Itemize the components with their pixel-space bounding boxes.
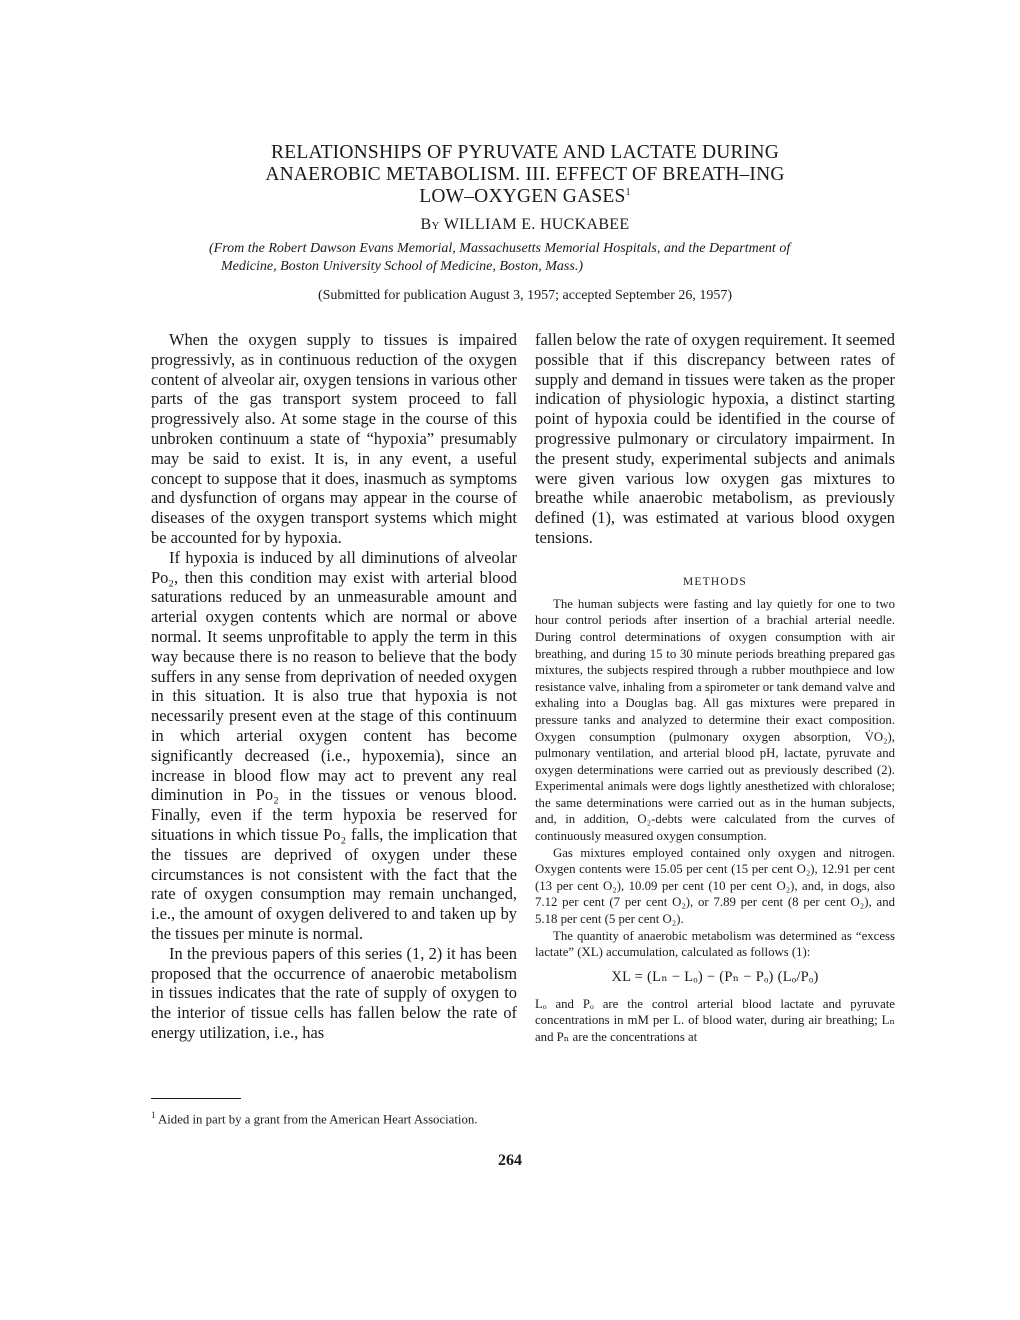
methods-paragraph: Gas mixtures employed contained only oxygen and nitrogen. Oxygen contents were 15.05 per cent (15 per cent O₂), 12.91 per cent (13 per cent O₂), 10.09 per cent (10 per cent O₂), and, in dogs, also 7.12 per cent (7 per cent O₂), or 7.89 per cent (8 per cent O₂), and 5.18 per cent (5 per cent O₂). (535, 845, 895, 927)
footnote (151, 1107, 517, 1128)
methods-paragraph: Lₒ and Pₒ are the control arterial blood lactate and pyruvate concentrations in mM per L. of blood water, during air breathing; Lₙ and Pₙ are the concentrations at (535, 996, 895, 1045)
title-block (150, 142, 900, 304)
methods-paragraph: The human subjects were fasting and lay quietly for one to two hour control periods after insertion of a brachial arterial needle. During control determinations of oxygen consumption with air breathing, and during 15 to 30 minute periods breathing prepared gas mixtures, the subjects respired through a rubber mouthpiece and low resistance valve, inhaling from a spirometer or tank demand valve and exhaling into a Douglas bag. All gas mixtures were prepared in pressure tanks and analyzed to determine their exact composition. Oxygen consumption (pulmonary oxygen absorption, V̇O₂), pulmonary ventilation, and arterial blood pH, lactate, pyruvate and oxygen determinations were carried out as previously described (2). Experimental animals were dogs lightly anesthetized with chloralose; the same determinations were carried out as in the human subjects, and, in addition, O₂-debts were calculated from the curves of continuously measured oxygen consumption. (535, 596, 895, 844)
body-paragraph: In the previous papers of this series (1, 2) it has been proposed that the occurrence of anaerobic metabolism in tissues indicates that the rate of supply of oxygen to the interior of tissue cells has fallen below the rate of energy utilization, i.e., has (151, 943, 517, 1042)
author-name: WILLIAM E. HUCKABEE (443, 216, 630, 233)
body-paragraph: fallen below the rate of oxygen requirement. It seemed possible that if this discrepancy between rates of supply and demand in tissues were taken as the proper indication of physiologic hypoxia, a distinct starting point of hypoxia could be identified in the course of progressive pulmonary or circulatory impairment. In the present study, experimental subjects and animals were given various low oxygen gas mixtures to breathe while anaerobic metabolism, as previously defined (1), was estimated at various blood oxygen tensions. (535, 330, 895, 547)
article-title: RELATIONSHIPS OF PYRUVATE AND LACTATE DURING ANAEROBIC METABOLISM. III. EFFECT OF BREATH–ING LOW–OXYGEN GASES$^1$ (265, 142, 785, 207)
author-line (150, 216, 900, 234)
body-paragraph: When the oxygen supply to tissues is impaired progressivly, as in continuous reduction of the oxygen content of alveolar air, oxygen tensions in various other parts of the gas transport system proceed to fall progressively also. At some stage in the course of this unbroken continuum a state of “hypoxia” presumably may be said to exist. It is, in any event, a useful concept to suppose that it does, inasmuch as symptoms and dysfunction of organs may appear in the course of diseases of the oxygen transport systems which might be accounted for by hypoxia. (151, 330, 517, 547)
submission-dates: (Submitted for publication August 3, 1957; accepted September 26, 1957) (317, 288, 733, 303)
methods-heading: METHODS (683, 575, 747, 588)
title-footnote-marker: 1 (625, 187, 631, 198)
footnote-marker: 1 (151, 1110, 156, 1120)
footnote-text: Aided in part by a grant from the American Heart Association. (158, 1112, 478, 1127)
methods-paragraph: The quantity of anaerobic metabolism was determined as “excess lactate” (XL) accumulation, calculated as follows (1): (535, 928, 895, 960)
body-paragraph: If hypoxia is induced by all diminutions of alveolar Po₂, then this condition may exist with arterial blood saturations reduced by an unmeasurable amount and arterial oxygen contents which are normal or above normal. It seems unprofitable to apply the term in this way because there is no reason to believe that the body suffers in any sense from deprivation of needed oxygen in this situation. It is also true that hypoxia is not necessarily present even at the stage of this continuum in which arterial oxygen content has become significantly decreased (i.e., hypoxemia), since an increase in blood flow may act to prevent any real diminution in Po₂ in the tissues or venous blood. Finally, even if the term hypoxia be reserved for situations in which tissue Po₂ falls, the implication that the tissues are deprived of oxygen under these circumstances is not consistent with the fact that the rate of oxygen consumption may remain unchanged, i.e., the amount of oxygen delivered to and taken up by the tissues per minute is normal. (151, 547, 517, 943)
affiliation: (From the Robert Dawson Evans Memorial, Massachusetts Memorial Hospitals, and the Department of Medicine, Boston University School of Medicine, Boston, Mass.) (209, 241, 791, 274)
author-prefix: By (420, 216, 440, 233)
right-column (535, 330, 895, 1046)
left-column (151, 330, 517, 1043)
page-number: 264 (498, 1152, 522, 1169)
excess-lactate-equation: XL = (Lₙ − Lₒ) − (Pₙ − Pₒ) (Lₒ/Pₒ) (611, 968, 819, 985)
footnote-divider (151, 1098, 241, 1099)
